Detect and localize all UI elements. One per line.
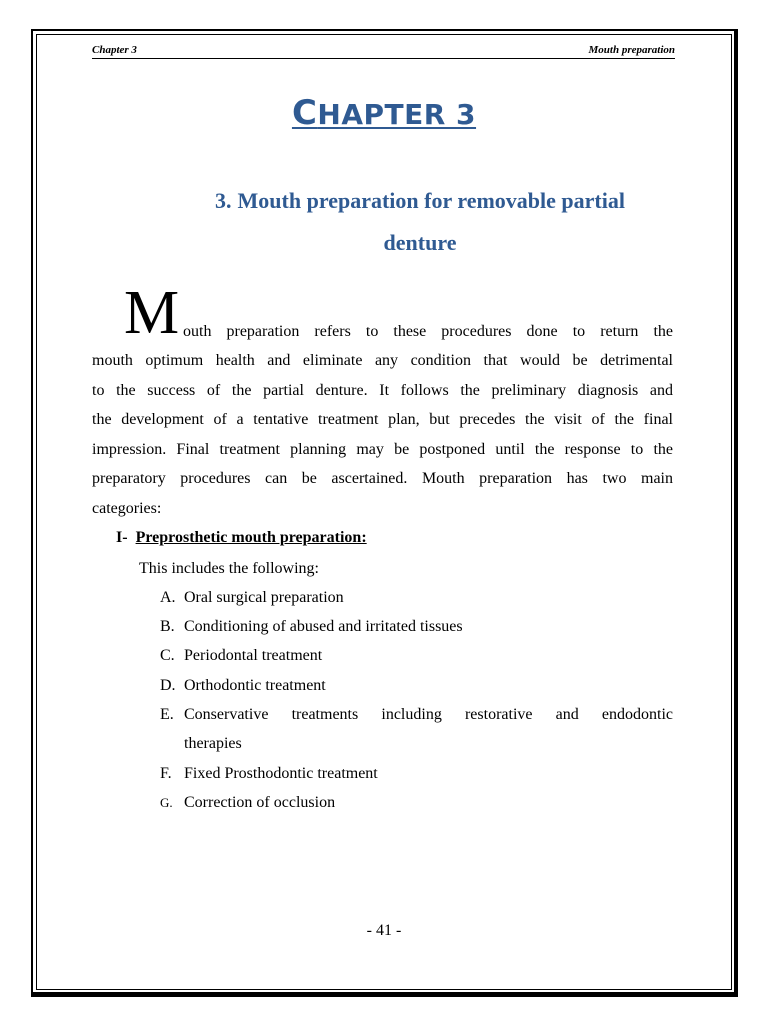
list-item (160, 588, 344, 608)
chapter-title-rest: HAPTER 3 (317, 98, 477, 131)
header-topic: Mouth preparation (588, 44, 675, 56)
header-chapter: Chapter 3 (92, 44, 137, 56)
paragraph-line: impression. Final treatment planning may be postponed until the response to the (92, 441, 673, 458)
list-text: Conditioning of abused and irritated tissues (184, 618, 463, 635)
list-text: Conservative treatments including restorative and endodontic (184, 706, 673, 723)
subsection-title: Preprosthetic mouth preparation: (135, 529, 367, 546)
list-text: Orthodontic treatment (184, 677, 326, 694)
list-letter: E. (160, 706, 174, 723)
list-item (160, 793, 335, 813)
list-item (160, 705, 184, 725)
list-text: Correction of occlusion (184, 794, 336, 811)
list-item (160, 764, 378, 784)
list-letter: C. (160, 647, 175, 664)
section-title-line2: denture (383, 230, 457, 255)
section-heading-line1 (140, 180, 700, 222)
chapter-title-initial: C (291, 93, 318, 133)
list-text-continuation: therapies (184, 735, 242, 752)
list-letter: F. (160, 765, 172, 782)
section-title-line1: Mouth preparation for removable partial (237, 188, 625, 213)
list-text: Oral surgical preparation (184, 589, 344, 606)
list-letter: B. (160, 618, 175, 635)
list-item (160, 617, 463, 637)
running-header (92, 43, 675, 59)
page-number: - 41 - (366, 922, 402, 939)
subsection-numeral: I- (116, 529, 128, 546)
list-text: Fixed Prosthodontic treatment (184, 765, 378, 782)
paragraph-line: preparatory procedures can be ascertained. Mouth preparation has two main (92, 470, 673, 487)
paragraph-line: outh preparation refers to these procedures done to return the (183, 323, 673, 340)
section-number: 3. (215, 188, 232, 213)
list-letter: A. (160, 589, 176, 606)
list-letter: D. (160, 677, 176, 694)
list-intro: This includes the following: (139, 560, 319, 577)
subsection-heading (116, 528, 367, 548)
chapter-title (0, 93, 768, 133)
section-heading (140, 180, 700, 264)
list-item (160, 646, 322, 666)
paragraph-line: mouth optimum health and eliminate any condition that would be detrimental (92, 352, 673, 369)
list-letter: G. (160, 795, 173, 810)
paragraph-line: categories: (92, 500, 162, 517)
paragraph-line: to the success of the partial denture. It follows the preliminary diagnosis and (92, 382, 673, 399)
list-text: Periodontal treatment (184, 647, 323, 664)
paragraph-line: the development of a tentative treatment plan, but precedes the visit of the final (92, 411, 673, 428)
list-item (160, 676, 326, 696)
drop-cap: M (124, 279, 180, 347)
